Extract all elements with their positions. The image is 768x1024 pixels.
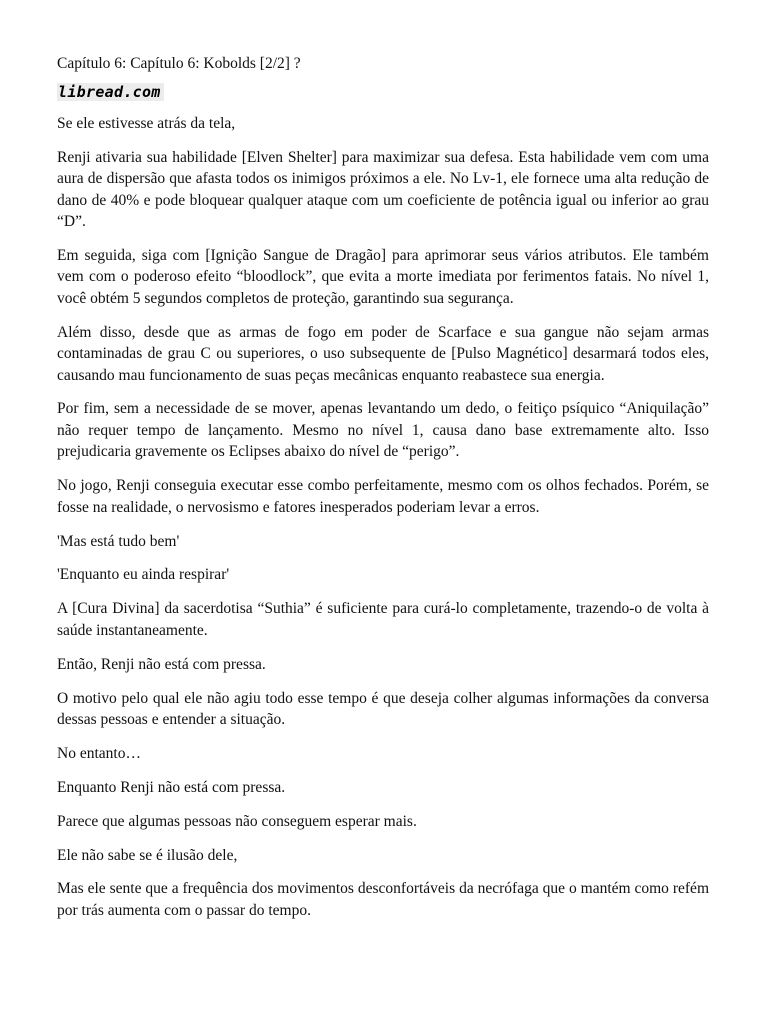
paragraph: Parece que algumas pessoas não conseguem esperar mais. (57, 812, 417, 830)
site-watermark: libread.com (57, 83, 164, 101)
paragraph: Renji ativaria sua habilidade [Elven Shelter] para maximizar sua defesa. Esta habilidade vem com uma aura de dispersão que afasta todos os inimigos próximos a ele. No Lv-1, ele fornece uma alta redução de dano de 40% e pode bloquear qualquer ataque com um coeficiente de potência igual ou inferior ao grau “D”. (57, 148, 709, 231)
paragraph: No entanto… (57, 744, 141, 762)
paragraph: Então, Renji não está com pressa. (57, 655, 266, 673)
paragraph: Por fim, sem a necessidade de se mover, apenas levantando um dedo, o feitiço psíquico “Aniquilação” não requer tempo de lançamento. Mesmo no nível 1, causa dano base extremamente alto. Isso prejudicaria gravemente os Eclipses abaixo do nível de “perigo”. (57, 400, 709, 461)
document-page (57, 54, 709, 934)
paragraph: Enquanto Renji não está com pressa. (57, 778, 286, 796)
paragraph: A [Cura Divina] da sacerdotisa “Suthia” é suficiente para curá-lo completamente, trazendo-o de volta à saúde instantaneamente. (57, 600, 709, 639)
paragraph: No jogo, Renji conseguia executar esse combo perfeitamente, mesmo com os olhos fechados. Porém, se fosse na realidade, o nervosismo e fatores inesperados poderiam levar a erros. (57, 477, 709, 516)
paragraph: Se ele estivesse atrás da tela, (57, 115, 236, 132)
chapter-title: Capítulo 6: Capítulo 6: Kobolds [2/2] ? (57, 55, 301, 72)
paragraph: Ele não sabe se é ilusão dele, (57, 846, 238, 864)
paragraph: 'Mas está tudo bem' (57, 532, 180, 550)
paragraph: 'Enquanto eu ainda respirar' (57, 566, 230, 584)
paragraph: O motivo pelo qual ele não agiu todo esse tempo é que deseja colher algumas informações da conversa dessas pessoas e entender a situação. (57, 689, 709, 728)
paragraph: Em seguida, siga com [Ignição Sangue de Dragão] para aprimorar seus vários atributos. Ele também vem com o poderoso efeito “bloodlock”, que evita a morte imediata por ferimentos fatais. No nível 1, você obtém 5 segundos completos de proteção, garantindo sua segurança. (57, 247, 709, 307)
paragraph: Além disso, desde que as armas de fogo em poder de Scarface e sua gangue não sejam armas contaminadas de grau C ou superiores, o uso subsequente de [Pulso Magnético] desarmará todos eles, causando mau funcionamento de suas peças mecânicas enquanto reabastece sua energia. (57, 323, 709, 384)
paragraph: Mas ele sente que a frequência dos movimentos desconfortáveis da necrófaga que o mantém como refém por trás aumenta com o passar do tempo. (57, 880, 709, 919)
